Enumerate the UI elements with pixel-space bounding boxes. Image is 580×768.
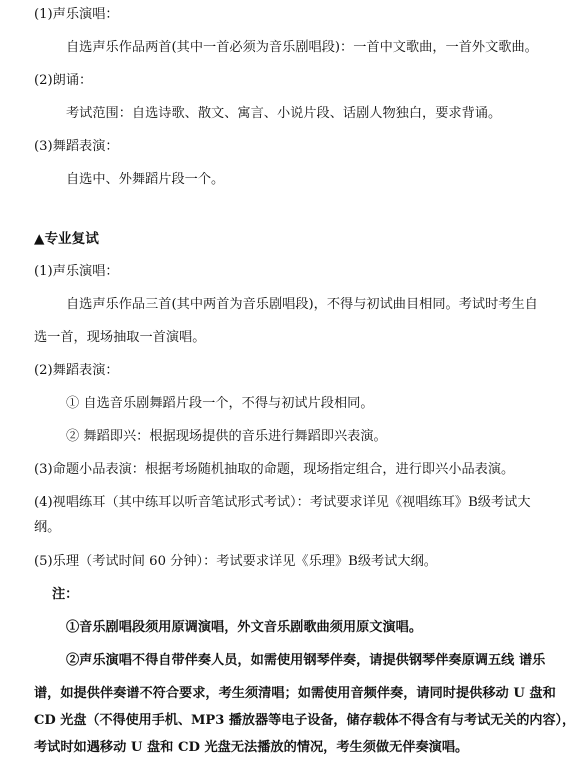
retest-solfege-line1: (4)视唱练耳（其中练耳以听音笔试形式考试）：考试要求详见《视唱练耳》B级考试大	[34, 495, 531, 510]
recitation-title: (2)朗诵：	[34, 73, 93, 88]
notes-title: 注：	[52, 587, 79, 602]
retest-dance-title: (2)舞蹈表演：	[34, 363, 119, 378]
note-1: ①音乐剧唱段须用原调演唱，外文音乐剧歌曲须用原文演唱。	[66, 620, 423, 635]
retest-dance-item2: ② 舞蹈即兴：根据现场提供的音乐进行舞蹈即兴表演。	[66, 429, 387, 444]
retest-theory: (5)乐理（考试时间 60 分钟）：考试要求详见《乐理》B级考试大纲。	[34, 554, 437, 569]
retest-dance-item1: ① 自选音乐剧舞蹈片段一个，不得与初试片段相同。	[66, 396, 374, 411]
retest-vocal-line2: 选一首，现场抽取一首演唱。	[34, 330, 206, 345]
retest-solfege-line2: 纲。	[34, 520, 61, 535]
note-2-line2: 谱，如提供伴奏谱不符合要求，考生须清唱；如需使用音频伴奏，请同时提供移动 U 盘和	[34, 686, 556, 701]
note-2-line1: ②声乐演唱不得自带伴奏人员，如需使用钢琴伴奏，请提供钢琴伴奏原调五线 谱乐	[66, 653, 546, 668]
recitation-text: 考试范围：自选诗歌、散文、寓言、小说片段、话剧人物独白，要求背诵。	[66, 106, 502, 121]
note-2-line4: 考试时如遇移动 U 盘和 CD 光盘无法播放的情况，考生须做无伴奏演唱。	[34, 740, 469, 755]
retest-vocal-title: (1)声乐演唱：	[34, 264, 119, 279]
dance-title: (3)舞蹈表演：	[34, 139, 119, 154]
note-2-line3: CD 光盘（不得使用手机、MP3 播放器等电子设备，储存载体不得含有与考试无关的内容），	[34, 713, 576, 728]
vocal-text: 自选声乐作品两首(其中一首必须为音乐剧唱段)：一首中文歌曲，一首外文歌曲。	[66, 40, 538, 55]
vocal-title: (1)声乐演唱：	[34, 7, 119, 22]
retest-skit: (3)命题小品表演：根据考场随机抽取的命题，现场指定组合，进行即兴小品表演。	[34, 462, 515, 477]
retest-vocal-line1: 自选声乐作品三首(其中两首为音乐剧唱段)，不得与初试曲目相同。考试时考生自	[66, 297, 538, 312]
retest-heading: ▲专业复试	[34, 231, 99, 247]
dance-text: 自选中、外舞蹈片段一个。	[66, 172, 225, 187]
